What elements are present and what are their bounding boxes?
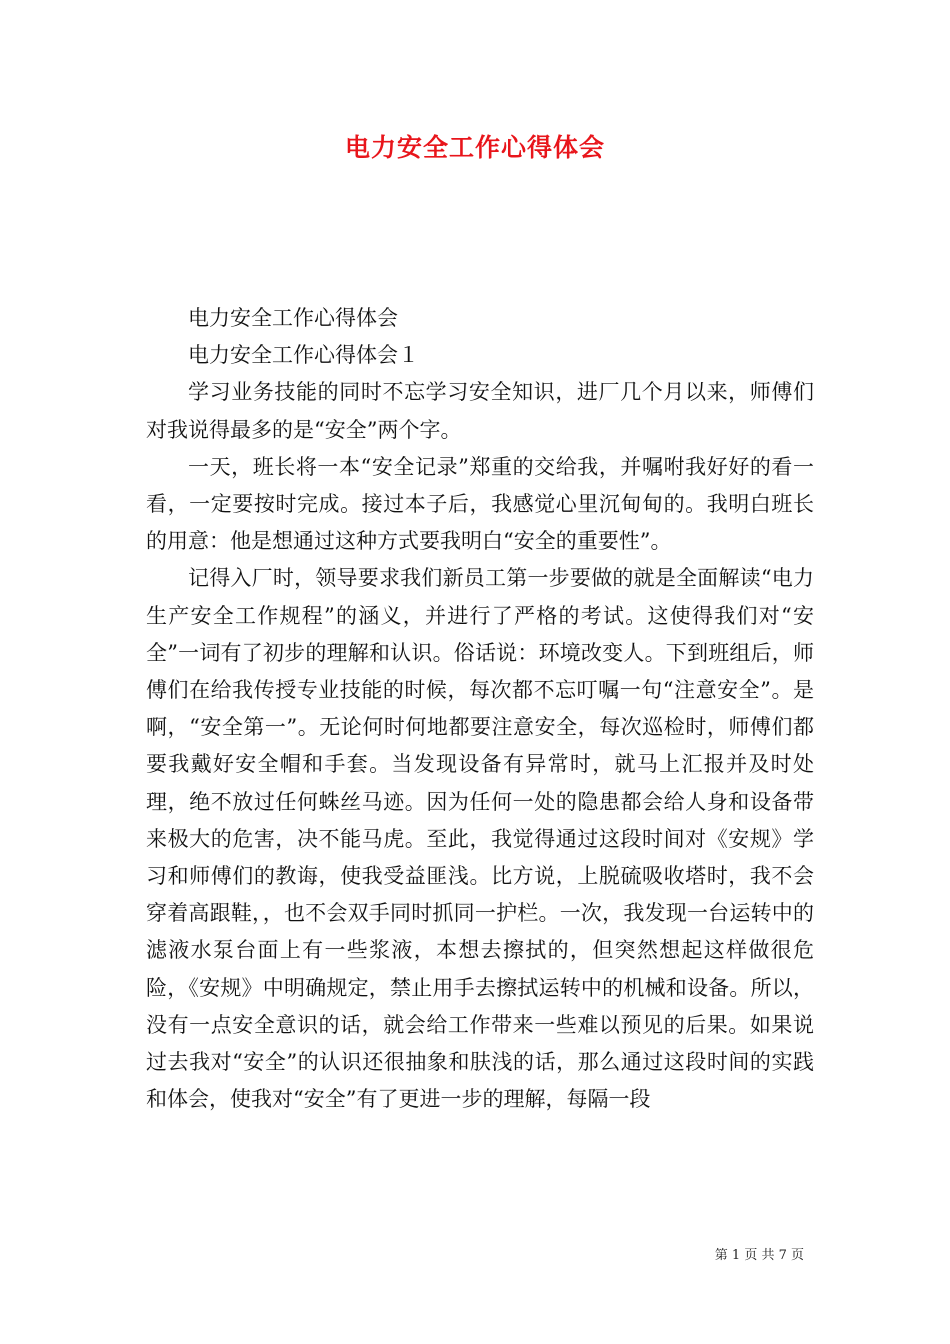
paragraph-subheading: 电力安全工作心得体会１ [188, 343, 419, 368]
paragraph: 学习业务技能的同时不忘学习安全知识，进厂几个月以来，师傅们对我说得最多的是“安全”两个字。 [146, 380, 814, 442]
paragraph: 一天，班长将一本“安全记录”郑重的交给我，并嘱咐我好好的看一看，一定要按时完成。接过本子后，我感觉心里沉甸甸的。我明白班长的用意：他是想通过这种方式要我明白“安全的重要性”。 [146, 454, 814, 554]
page-number-footer: 第 1 页 共 7 页 [714, 1248, 804, 1263]
paragraph: 记得入厂时，领导要求我们新员工第一步要做的就是全面解读“电力生产安全工作规程”的涵义，并进行了严格的考试。这使得我们对“安全”一词有了初步的理解和认识。俗话说：环境改变人。下到班组后，师傅们在给我传授专业技能的时候，每次都不忘叮嘱一句“注意安全”。是啊，“安全第一”。无论何时何地都要注意安全，每次巡检时，师傅们都要我戴好安全帽和手套。当发现设备有异常时，就马上汇报并及时处理，绝不放过任何蛛丝马迹。因为任何一处的隐患都会给人身和设备带来极大的危害，决不能马虎。至此，我觉得通过这段时间对《安规》学习和师傅们的教诲，使我受益匪浅。比方说，上脱硫吸收塔时，我不会穿着高跟鞋，，也不会双手同时抓同一护栏。一次，我发现一台运转中的滤液水泵台面上有一些浆液，本想去擦拭的，但突然想起这样做很危险，《安规》中明确规定，禁止用手去擦拭运转中的机械和设备。所以，没有一点安全意识的话，就会给工作带来一些难以预见的后果。如果说过去我对“安全”的认识还很抽象和肤浅的话，那么通过这段时间的实践和体会，使我对“安全”有了更进一步的理解，每隔一段 [146, 566, 814, 1112]
paragraph-heading: 电力安全工作心得体会 [188, 306, 398, 330]
document-body [146, 300, 814, 1118]
document-title: 电力安全工作心得体会 [344, 133, 605, 162]
